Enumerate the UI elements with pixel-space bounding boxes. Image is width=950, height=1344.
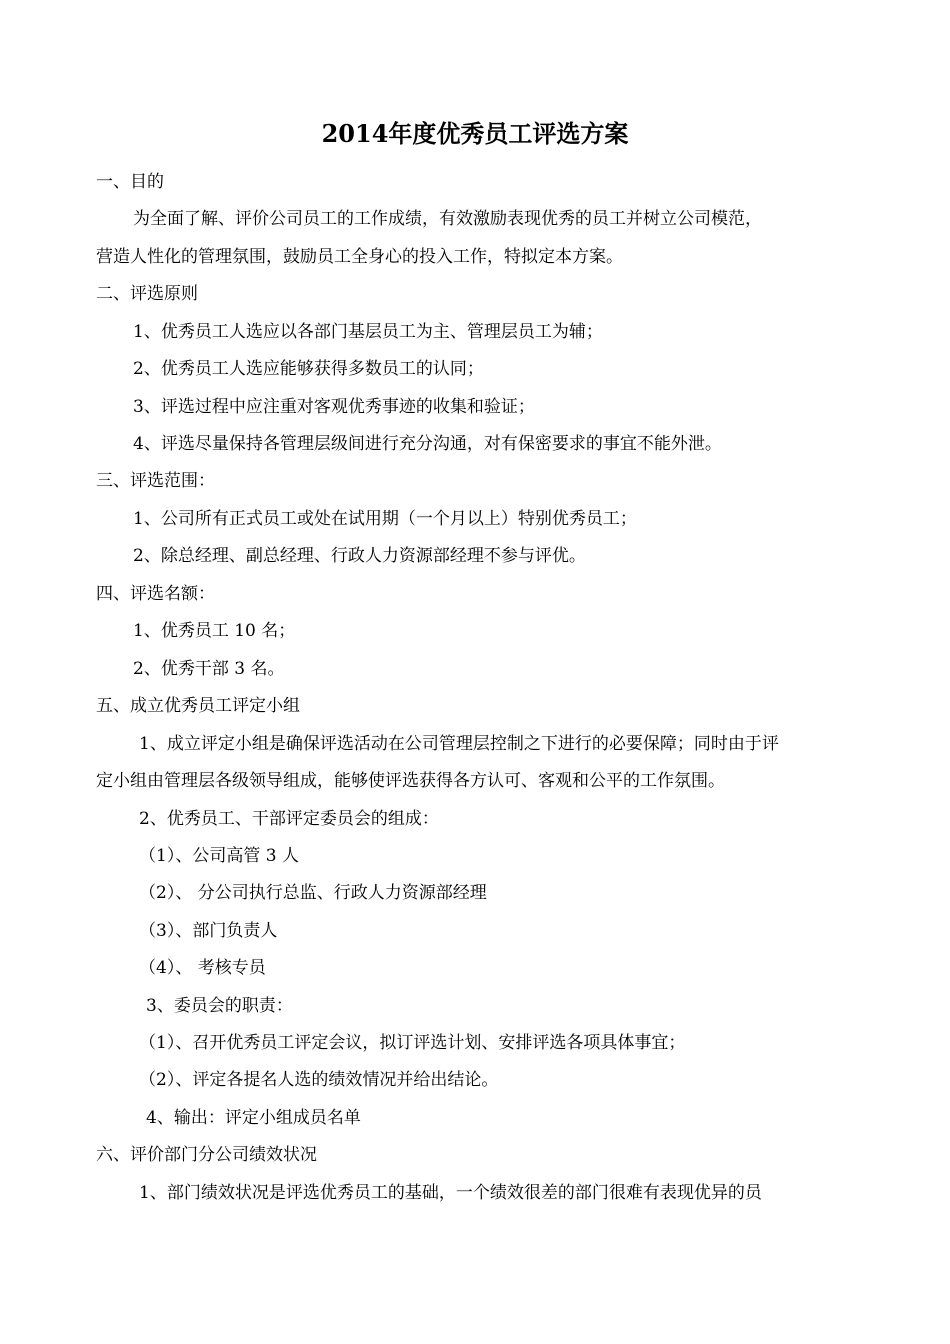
list-item: 1、部门绩效状况是评选优秀员工的基础，一个绩效很差的部门很难有表现优异的员 (139, 1183, 762, 1203)
list-item: 2、优秀员工、干部评定委员会的组成： (139, 809, 439, 829)
list-item: 3、委员会的职责： (146, 996, 293, 1016)
section-heading-quota: 四、评选名额： (96, 584, 215, 604)
sub-list-item: （2）、评定各提名人选的绩效情况并给出结论。 (139, 1070, 499, 1090)
section-heading-principles: 二、评选原则 (96, 284, 198, 304)
sub-list-item: （4）、 考核专员 (139, 958, 266, 978)
document-title: 2014年度优秀员工评选方案 (321, 119, 629, 148)
sub-list-item: （1）、公司高管 3 人 (139, 846, 299, 866)
sub-list-item: （1）、召开优秀员工评定会议，拟订评选计划、安排评选各项具体事宜； (139, 1033, 686, 1053)
paragraph-line: 定小组由管理层各级领导组成，能够使评选获得各方认可、客观和公平的工作氛围。 (96, 771, 725, 791)
list-item: 3、评选过程中应注重对客观优秀事迹的收集和验证； (133, 397, 535, 417)
sub-list-item: （3）、部门负责人 (139, 921, 278, 941)
section-heading-performance: 六、评价部门分公司绩效状况 (96, 1145, 317, 1165)
paragraph-line: 为全面了解、评价公司员工的工作成绩，有效激励表现优秀的员工并树立公司模范， (133, 209, 762, 229)
paragraph-line: 营造人性化的管理氛围，鼓励员工全身心的投入工作，特拟定本方案。 (96, 247, 623, 267)
sub-list-item: （2）、 分公司执行总监、行政人力资源部经理 (139, 883, 487, 903)
list-item: 2、优秀员工人选应能够获得多数员工的认同； (133, 359, 484, 379)
list-item: 1、优秀员工 10 名； (133, 621, 296, 641)
list-item: 4、输出：评定小组成员名单 (146, 1108, 361, 1128)
section-heading-purpose: 一、目的 (96, 172, 164, 192)
list-item: 1、公司所有正式员工或处在试用期（一个月以上）特别优秀员工； (133, 509, 637, 529)
list-item: 2、优秀干部 3 名。 (133, 659, 285, 679)
list-item: 4、评选尽量保持各管理层级间进行充分沟通，对有保密要求的事宜不能外泄。 (133, 434, 722, 454)
section-heading-committee: 五、成立优秀员工评定小组 (96, 696, 300, 716)
list-item: 2、除总经理、副总经理、行政人力资源部经理不参与评优。 (133, 546, 586, 566)
list-item: 1、优秀员工人选应以各部门基层员工为主、管理层员工为辅； (133, 322, 603, 342)
list-item: 1、成立评定小组是确保评选活动在公司管理层控制之下进行的必要保障；同时由于评 (139, 734, 779, 754)
section-heading-scope: 三、评选范围： (96, 471, 215, 491)
